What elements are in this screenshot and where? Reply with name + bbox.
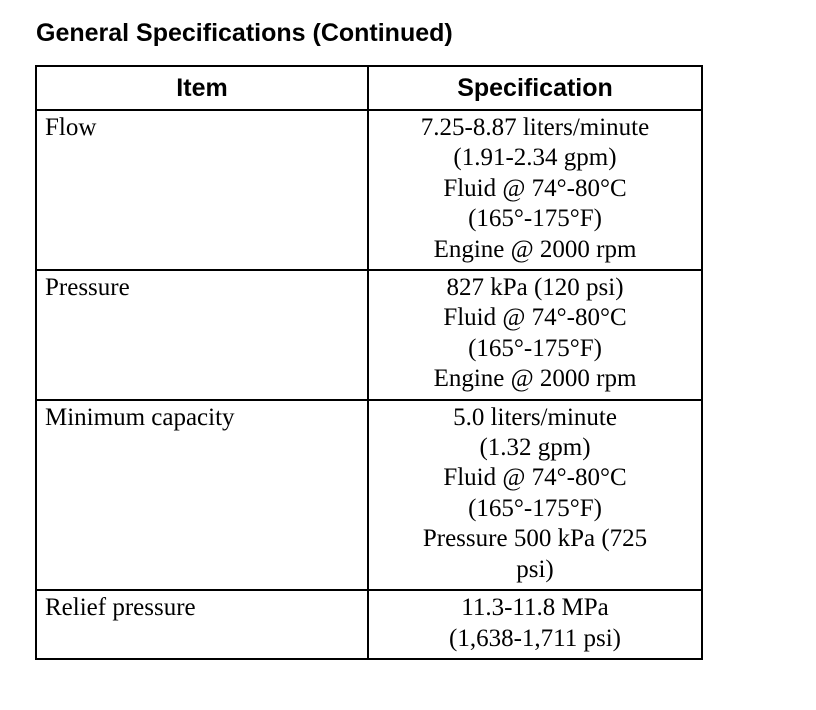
spec-line: 11.3-11.8 MPa (461, 594, 609, 622)
spec-line: (1.32 gpm) (479, 434, 591, 462)
table-row (36, 400, 702, 590)
spec-line: Pressure 500 kPa (725 (422, 525, 648, 553)
specifications-table (35, 65, 703, 660)
spec-line: (165°-175°F) (468, 494, 602, 522)
spec-line: Engine @ 2000 rpm (433, 235, 637, 263)
specification-cell (368, 270, 702, 400)
column-header-item: Item (36, 66, 368, 110)
table-row (36, 590, 702, 659)
specification-cell (368, 110, 702, 270)
spec-line: (165°-175°F) (468, 334, 602, 362)
specification-cell (368, 590, 702, 659)
spec-line: Fluid @ 74°-80°C (443, 464, 627, 492)
page-title: General Specifications (Continued) (36, 19, 453, 47)
spec-line: (1,638-1,711 psi) (449, 624, 621, 652)
spec-line: Engine @ 2000 rpm (433, 365, 637, 393)
specification-cell (368, 400, 702, 590)
item-cell: Flow (36, 110, 368, 270)
table-row (36, 110, 702, 270)
spec-line: (1.91-2.34 gpm) (453, 144, 617, 172)
spec-line: Fluid @ 74°-80°C (443, 304, 627, 332)
spec-line: 7.25-8.87 liters/minute (420, 114, 650, 141)
spec-line: 827 kPa (120 psi) (446, 274, 624, 302)
spec-line: psi) (516, 555, 554, 583)
item-cell: Minimum capacity (36, 400, 368, 590)
spec-line: (165°-175°F) (468, 205, 602, 233)
item-cell: Pressure (36, 270, 368, 400)
column-header-specification: Specification (368, 66, 702, 110)
table-row (36, 270, 702, 400)
table-header-row (36, 66, 702, 110)
spec-line: 5.0 liters/minute (453, 403, 617, 431)
spec-line: Fluid @ 74°-80°C (443, 174, 627, 202)
item-cell: Relief pressure (36, 590, 368, 659)
